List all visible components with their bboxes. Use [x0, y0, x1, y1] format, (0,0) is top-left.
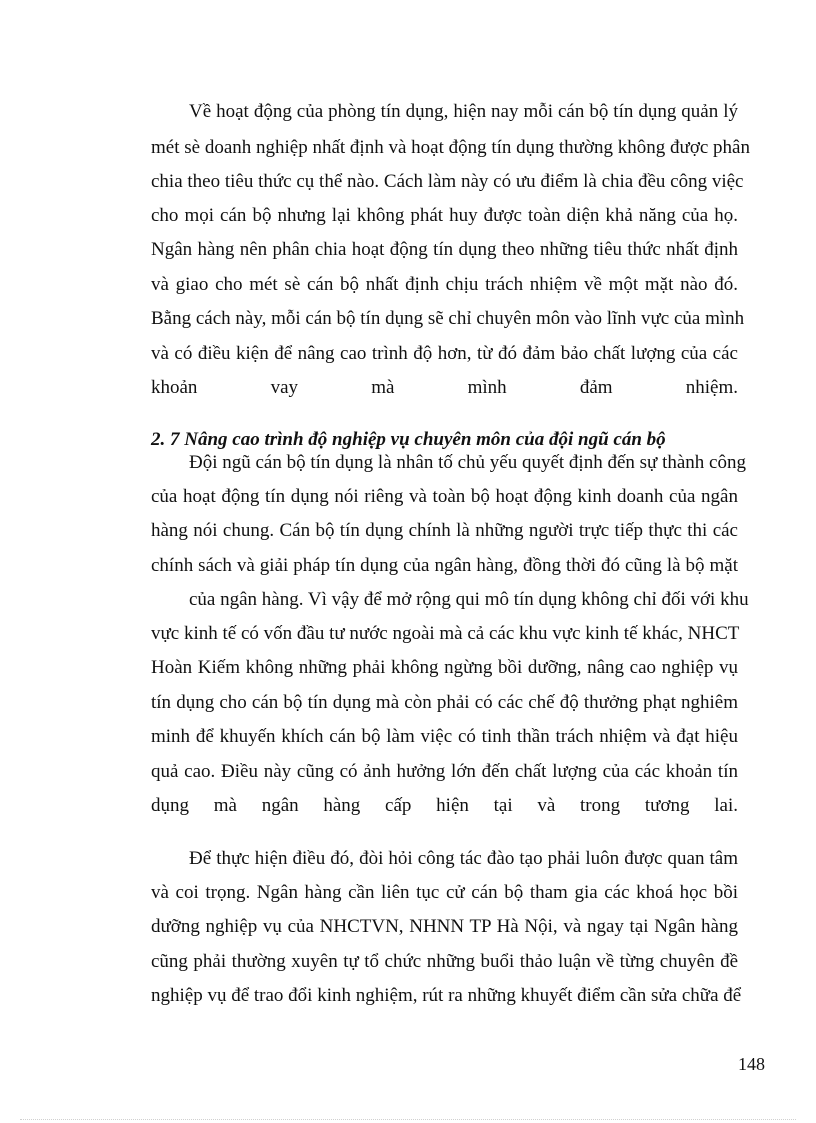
paragraph-line: của hoạt động tín dụng nói riêng và toàn bộ hoạt động kinh doanh của ngân — [151, 486, 738, 507]
page-number: 148 — [738, 1054, 765, 1074]
paragraph-line: minh để khuyến khích cán bộ làm việc có tinh thần trách nhiệm và đạt hiệu — [151, 726, 738, 747]
paragraph-line: cũng phải thường xuyên tự tổ chức những buổi thảo luận về từng chuyên đề — [151, 951, 738, 972]
paragraph-line: Hoàn Kiếm không những phải không ngừng bồi dưỡng, nâng cao nghiệp vụ — [151, 657, 738, 678]
paragraph-line: của ngân hàng. Vì vậy để mở rộng qui mô tín dụng không chỉ đối với khu — [189, 589, 749, 610]
paragraph-line: Để thực hiện điều đó, đòi hỏi công tác đào tạo phải luôn được quan tâm — [189, 848, 738, 869]
paragraph-line: mét sè doanh nghiệp nhất định và hoạt động tín dụng thường không được phân — [151, 137, 750, 158]
paragraph-line: quả cao. Điều này cũng có ảnh hưởng lớn đến chất lượng của các khoản tín — [151, 761, 738, 782]
paragraph-line: và có điều kiện để nâng cao trình độ hơn, từ đó đảm bảo chất lượng của các — [151, 343, 738, 364]
paragraph-line: nghiệp vụ để trao đổi kinh nghiệm, rút ra những khuyết điểm cần sửa chữa để — [151, 985, 742, 1006]
paragraph-line: chính sách và giải pháp tín dụng của ngân hàng, đồng thời đó cũng là bộ mặt — [151, 555, 738, 576]
paragraph-line: Đội ngũ cán bộ tín dụng là nhân tố chủ yếu quyết định đến sự thành công — [189, 452, 746, 473]
paragraph-line: dưỡng nghiệp vụ của NHCTVN, NHNN TP Hà Nội, và ngay tại Ngân hàng — [151, 916, 738, 937]
paragraph-line: và giao cho mét sè cán bộ nhất định chịu trách nhiệm về một mặt nào đó. — [151, 274, 738, 295]
paragraph-line: dụng mà ngân hàng cấp hiện tại và trong tương lai. — [151, 795, 738, 816]
paragraph-line: vực kinh tế có vốn đầu tư nước ngoài mà cả các khu vực kinh tế khác, NHCT — [151, 623, 740, 644]
paragraph-line: Về hoạt động của phòng tín dụng, hiện nay mỗi cán bộ tín dụng quản lý — [189, 101, 738, 122]
paragraph-line: và coi trọng. Ngân hàng cần liên tục cử cán bộ tham gia các khoá học bồi — [151, 882, 738, 903]
section-heading: 2. 7 Nâng cao trình độ nghiệp vụ chuyên môn của đội ngũ cán bộ — [151, 429, 666, 450]
paragraph-line: hàng nói chung. Cán bộ tín dụng chính là những người trực tiếp thực thi các — [151, 520, 738, 541]
paragraph-line: tín dụng cho cán bộ tín dụng mà còn phải có các chế độ thưởng phạt nghiêm — [151, 692, 738, 713]
paragraph-line: chia theo tiêu thức cụ thể nào. Cách làm này có ưu điểm là chia đều công việc — [151, 171, 744, 192]
paragraph-line: Bằng cách này, mỗi cán bộ tín dụng sẽ chỉ chuyên môn vào lĩnh vực của mình — [151, 308, 745, 329]
paragraph-line: Ngân hàng nên phân chia hoạt động tín dụng theo những tiêu thức nhất định — [151, 239, 738, 260]
paragraph-line: khoản vay mà mình đảm nhiệm. — [151, 377, 738, 398]
paragraph-line: cho mọi cán bộ nhưng lại không phát huy được toàn diện khả năng của họ. — [151, 205, 738, 226]
footer-divider — [20, 1119, 796, 1120]
